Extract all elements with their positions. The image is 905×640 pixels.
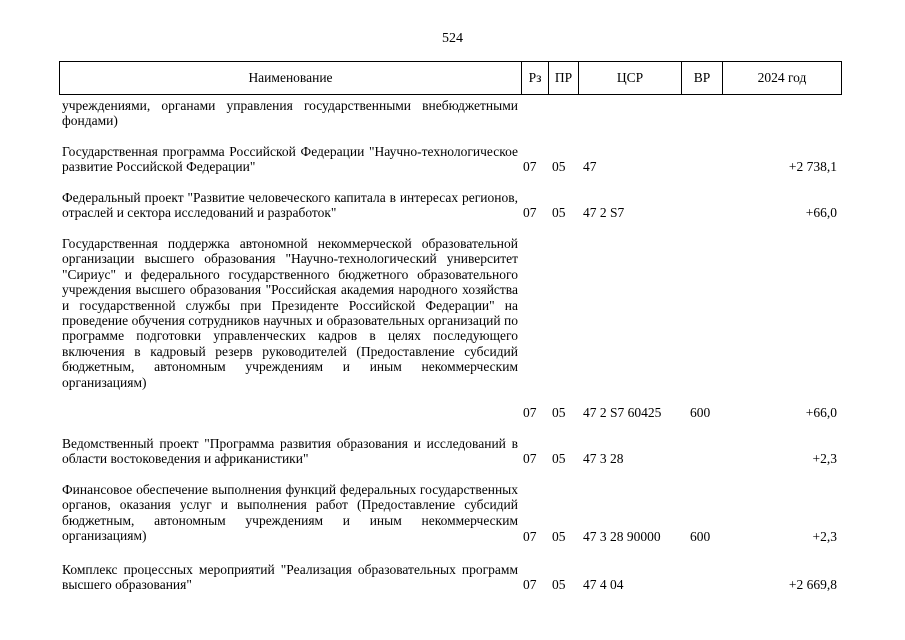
row-rz: 07 [523,405,537,420]
header-vr: ВР [682,62,723,95]
row-csr: 47 3 28 90000 [583,529,661,544]
header-pr: ПР [549,62,579,95]
row-vr: 600 [690,405,711,420]
row-rz: 07 [523,159,537,174]
row-amount: +2,3 [812,451,837,466]
row-name: Финансовое обеспечение выполнения функций федеральных государственных органов, оказания услуг и выполнения работ (Предоставление субсидий бюджетным, автономным учреждениям и иным некоммерческим организациям) [62,482,518,544]
row-name: Государственная поддержка автономной некоммерческой образовательной организации высшего образования "Научно-технологический университет "Сириус" и федерального государственного бюджетного образовательного учреждения высшего образования "Российская академия народного хозяйства и государственной службы при Президенте Российской Федерации" на проведение обучения сотрудников научных и образовательных организаций по программе подготовки управленческих кадров в целях последующего включения в кадровый резерв руководителей (Предоставление субсидий бюджетным, автономным учреждениям и иным некоммерческим организациям) [62,236,518,390]
row-pr: 05 [552,205,566,220]
row-amount: +2 738,1 [788,159,837,174]
row-csr: 47 3 28 [583,451,624,466]
header-rz: Рз [522,62,549,95]
row-rz: 07 [523,529,537,544]
row-name: Комплекс процессных мероприятий "Реализация образовательных программ высшего образования" [62,562,518,593]
header-name: Наименование [60,62,522,95]
header-csr: ЦСР [579,62,682,95]
row-amount: +2,3 [812,529,837,544]
row-csr: 47 2 S7 [583,205,625,220]
row-name: Ведомственный проект "Программа развития образования и исследований в области востоковедения и африканистики" [62,436,518,467]
row-vr: 600 [690,529,711,544]
row-name: учреждениями, органами управления государственными внебюджетными фондами) [62,98,518,129]
page-number: 524 [442,31,463,46]
row-name: Федеральный проект "Развитие человеческого капитала в интересах регионов, отраслей и сектора исследований и разработок" [62,190,518,221]
row-pr: 05 [552,577,566,592]
row-pr: 05 [552,159,566,174]
header-year: 2024 год [723,62,842,95]
row-rz: 07 [523,577,537,592]
row-pr: 05 [552,529,566,544]
row-amount: +66,0 [805,405,837,420]
row-csr: 47 2 S7 60425 [583,405,662,420]
row-rz: 07 [523,451,537,466]
row-name: Государственная программа Российской Федерации "Научно-технологическое развитие Российской Федерации" [62,144,518,175]
row-pr: 05 [552,405,566,420]
row-rz: 07 [523,205,537,220]
table-header [59,61,842,95]
row-amount: +2 669,8 [788,577,837,592]
row-amount: +66,0 [805,205,837,220]
row-pr: 05 [552,451,566,466]
row-csr: 47 [583,159,597,174]
row-csr: 47 4 04 [583,577,624,592]
